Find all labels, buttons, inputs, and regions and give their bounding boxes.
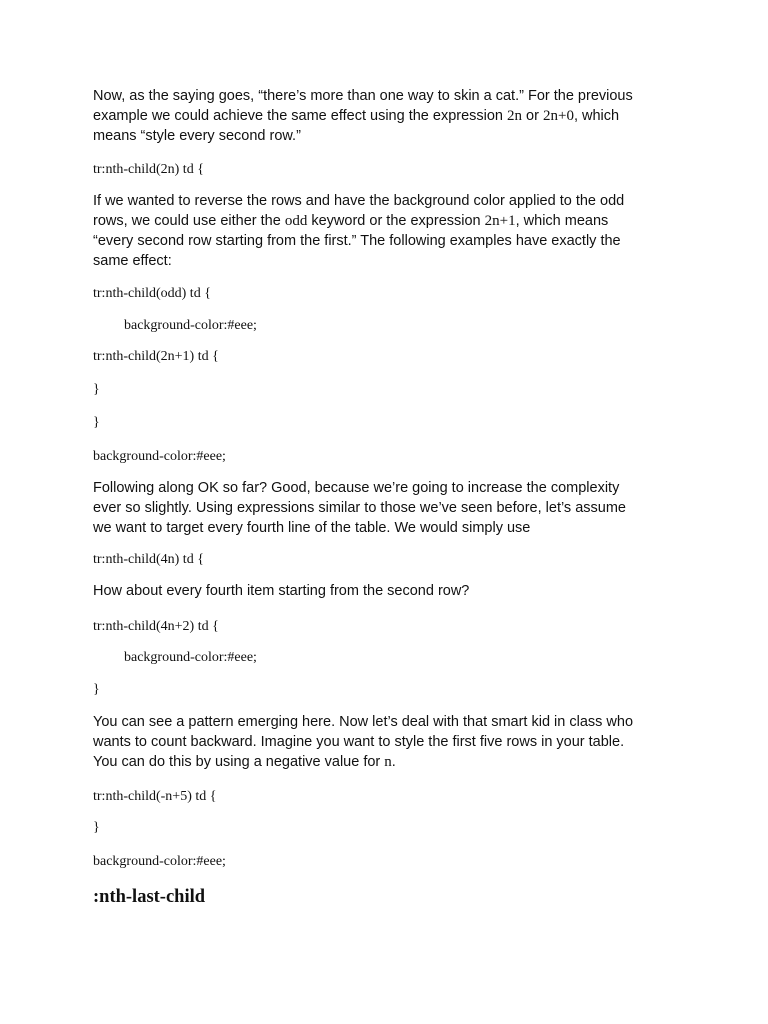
- paragraph-line: Following along OK so far? Good, because we’re going to increase the complexity: [93, 480, 620, 496]
- paragraph-line: [93, 211, 693, 231]
- code-line: background-color:#eee;: [93, 449, 226, 464]
- paragraph-line: we want to target every fourth line of the table. We would simply use: [93, 520, 531, 536]
- paragraph-line: You can see a pattern emerging here. Now let’s deal with that smart kid in class who: [93, 714, 634, 730]
- text-run: You can do this by using a negative value for: [93, 754, 385, 770]
- inline-code: odd: [284, 213, 308, 229]
- code-line: }: [93, 415, 100, 430]
- section-heading: :nth-last-child: [93, 887, 206, 907]
- code-line: background-color:#eee;: [124, 318, 257, 333]
- text-run: or: [522, 108, 543, 124]
- code-line: tr:nth-child(-n+5) td {: [93, 789, 217, 804]
- code-line: tr:nth-child(odd) td {: [93, 286, 211, 301]
- text-run: rows, we could use either the: [93, 213, 285, 229]
- paragraph-2: [93, 191, 693, 271]
- code-line: }: [93, 682, 100, 697]
- inline-code: 2n+0: [542, 108, 574, 124]
- inline-code: 2n+1: [484, 213, 516, 229]
- code-line: background-color:#eee;: [93, 854, 226, 869]
- paragraph-line: ever so slightly. Using expressions similar to those we’ve seen before, let’s assume: [93, 500, 626, 516]
- code-line: tr:nth-child(2n) td {: [93, 162, 204, 177]
- code-line: background-color:#eee;: [124, 650, 257, 665]
- code-line: tr:nth-child(4n) td {: [93, 552, 204, 567]
- code-line: }: [93, 820, 100, 835]
- inline-code: 2n: [507, 108, 523, 124]
- paragraph-line: wants to count backward. Imagine you want to style the first five rows in your table.: [93, 734, 625, 750]
- text-run: , which: [573, 108, 620, 124]
- paragraph-5: [93, 712, 693, 772]
- inline-code: n: [384, 754, 392, 770]
- paragraph-line: If we wanted to reverse the rows and have the background color applied to the odd: [93, 193, 625, 209]
- code-line: tr:nth-child(2n+1) td {: [93, 349, 219, 364]
- text-run: , which means: [515, 213, 609, 229]
- paragraph-4: How about every fourth item starting from the second row?: [93, 583, 470, 599]
- paragraph-line: [93, 106, 693, 126]
- paragraph-1: [93, 86, 693, 146]
- text-run: keyword or the expression: [307, 213, 485, 229]
- paragraph-3: [93, 478, 693, 538]
- paragraph-line: means “style every second row.”: [93, 128, 301, 144]
- paragraph-line: [93, 752, 693, 772]
- text-run: .: [391, 754, 396, 770]
- code-line: tr:nth-child(4n+2) td {: [93, 619, 219, 634]
- paragraph-line: Now, as the saying goes, “there’s more than one way to skin a cat.” For the previous: [93, 88, 633, 104]
- paragraph-line: same effect:: [93, 253, 172, 269]
- code-line: }: [93, 382, 100, 397]
- paragraph-line: “every second row starting from the first.” The following examples have exactly the: [93, 233, 621, 249]
- text-run: example we could achieve the same effect using the expression: [93, 108, 508, 124]
